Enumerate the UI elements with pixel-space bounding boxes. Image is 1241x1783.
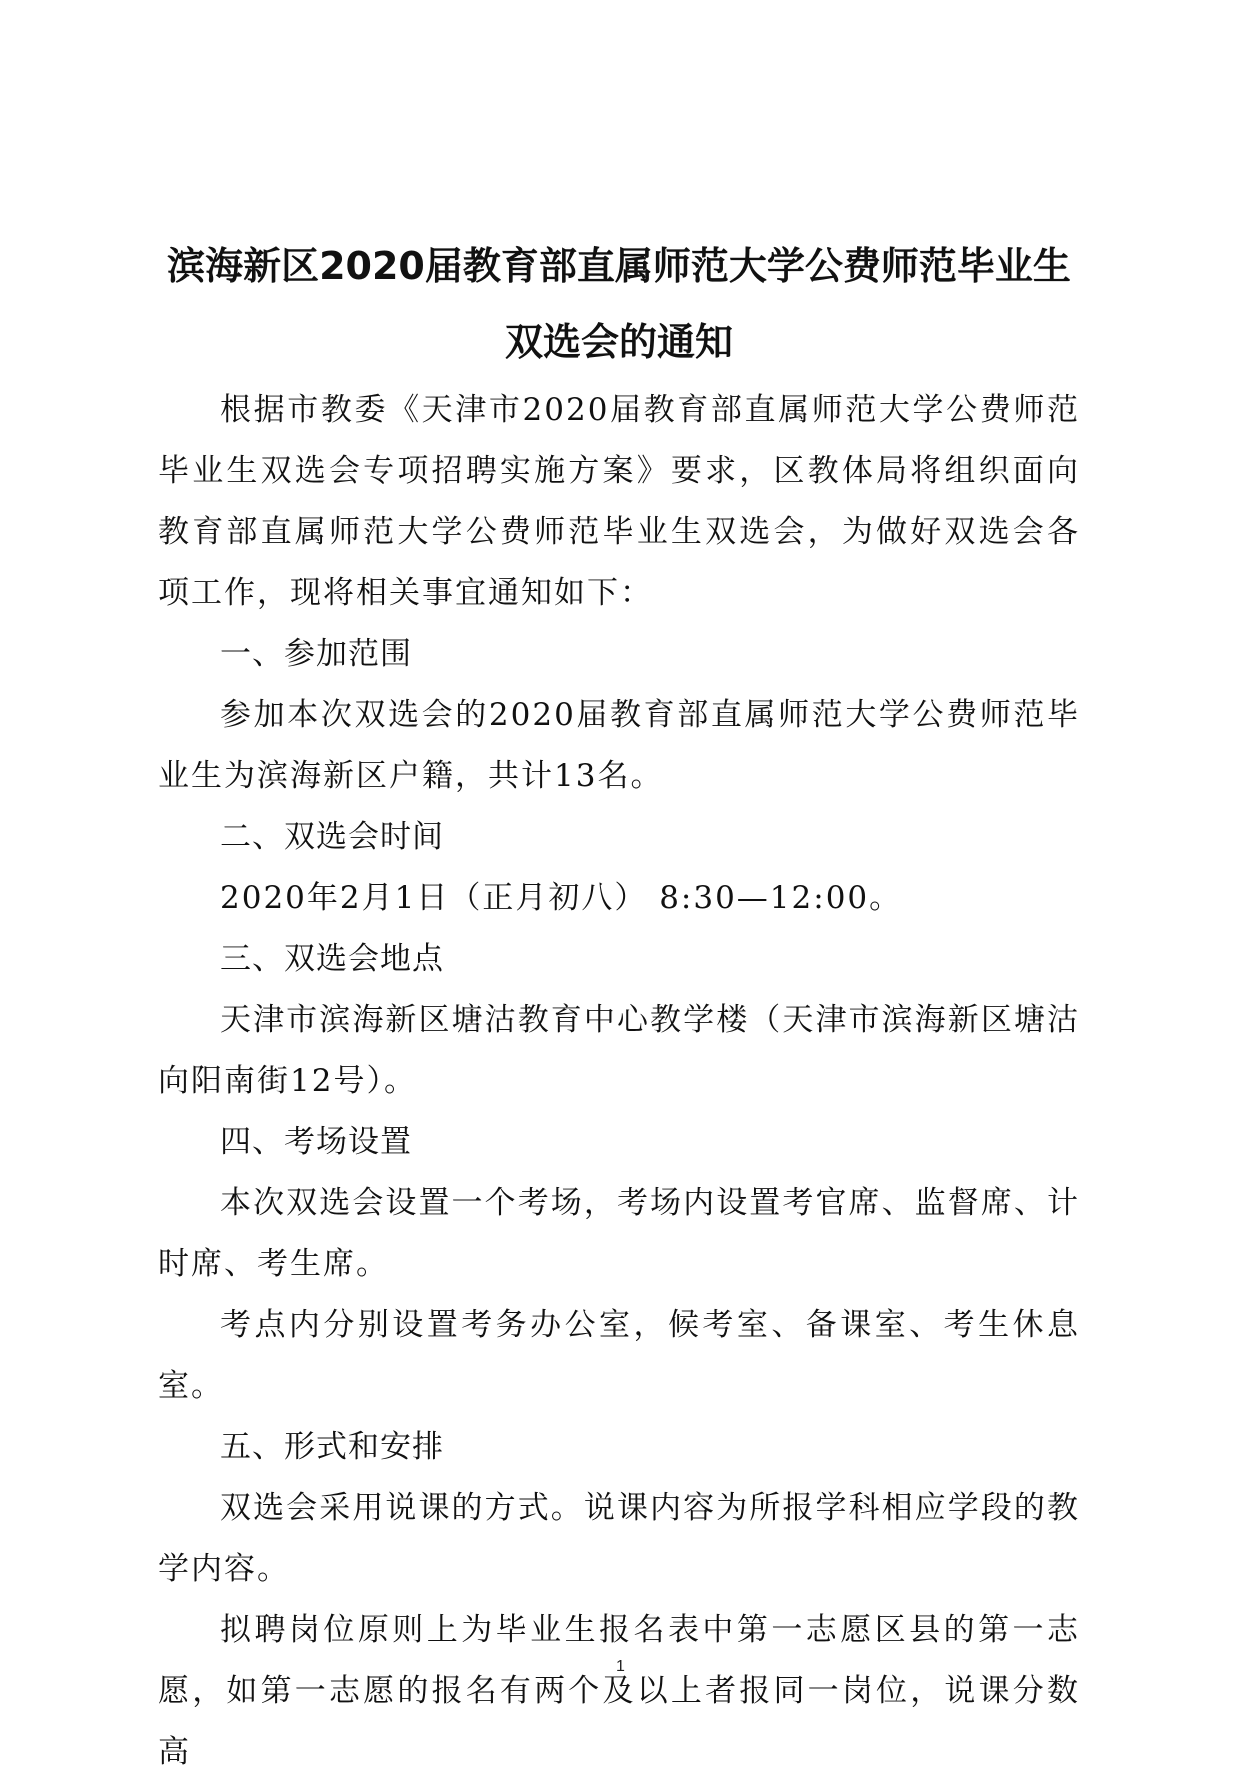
document-body xyxy=(158,228,1080,1783)
page-number: 1 xyxy=(616,1658,625,1675)
title-line-2: 双选会的通知 xyxy=(504,320,733,364)
section-venue-text-1: 本次双选会设置一个考场，考场内设置考官席、监督席、计时席、考生席。 xyxy=(158,1185,1080,1282)
section-location-text: 天津市滨海新区塘沽教育中心教学楼（天津市滨海新区塘沽向阳南街12号）。 xyxy=(158,1002,1080,1099)
section-heading-location: 三、双选会地点 xyxy=(220,941,444,977)
section-heading-venue-setup: 四、考场设置 xyxy=(220,1124,412,1160)
section-heading-time: 二、双选会时间 xyxy=(220,819,444,855)
section-format-text-2: 拟聘岗位原则上为毕业生报名表中第一志愿区县的第一志愿，如第一志愿的报名有两个及以上者报同一岗位，说课分数高 xyxy=(158,1612,1080,1770)
section-heading-scope: 一、参加范围 xyxy=(220,636,412,672)
title-line-1: 滨海新区2020届教育部直属师范大学公费师范毕业生 xyxy=(167,244,1071,288)
section-heading-format: 五、形式和安排 xyxy=(220,1429,444,1465)
document-title xyxy=(158,228,1080,380)
section-scope-text: 参加本次双选会的2020届教育部直属师范大学公费师范毕业生为滨海新区户籍，共计13名。 xyxy=(158,697,1080,794)
intro-paragraph: 根据市教委《天津市2020届教育部直属师范大学公费师范毕业生双选会专项招聘实施方案》要求，区教体局将组织面向教育部直属师范大学公费师范毕业生双选会，为做好双选会各项工作，现将相关事宜通知如下： xyxy=(158,392,1080,611)
section-time-text: 2020年2月1日（正月初八） 8:30—12:00。 xyxy=(220,880,903,916)
section-format-text-1: 双选会采用说课的方式。说课内容为所报学科相应学段的教学内容。 xyxy=(158,1490,1080,1587)
section-venue-text-2: 考点内分别设置考务办公室，候考室、备课室、考生休息室。 xyxy=(158,1307,1080,1404)
